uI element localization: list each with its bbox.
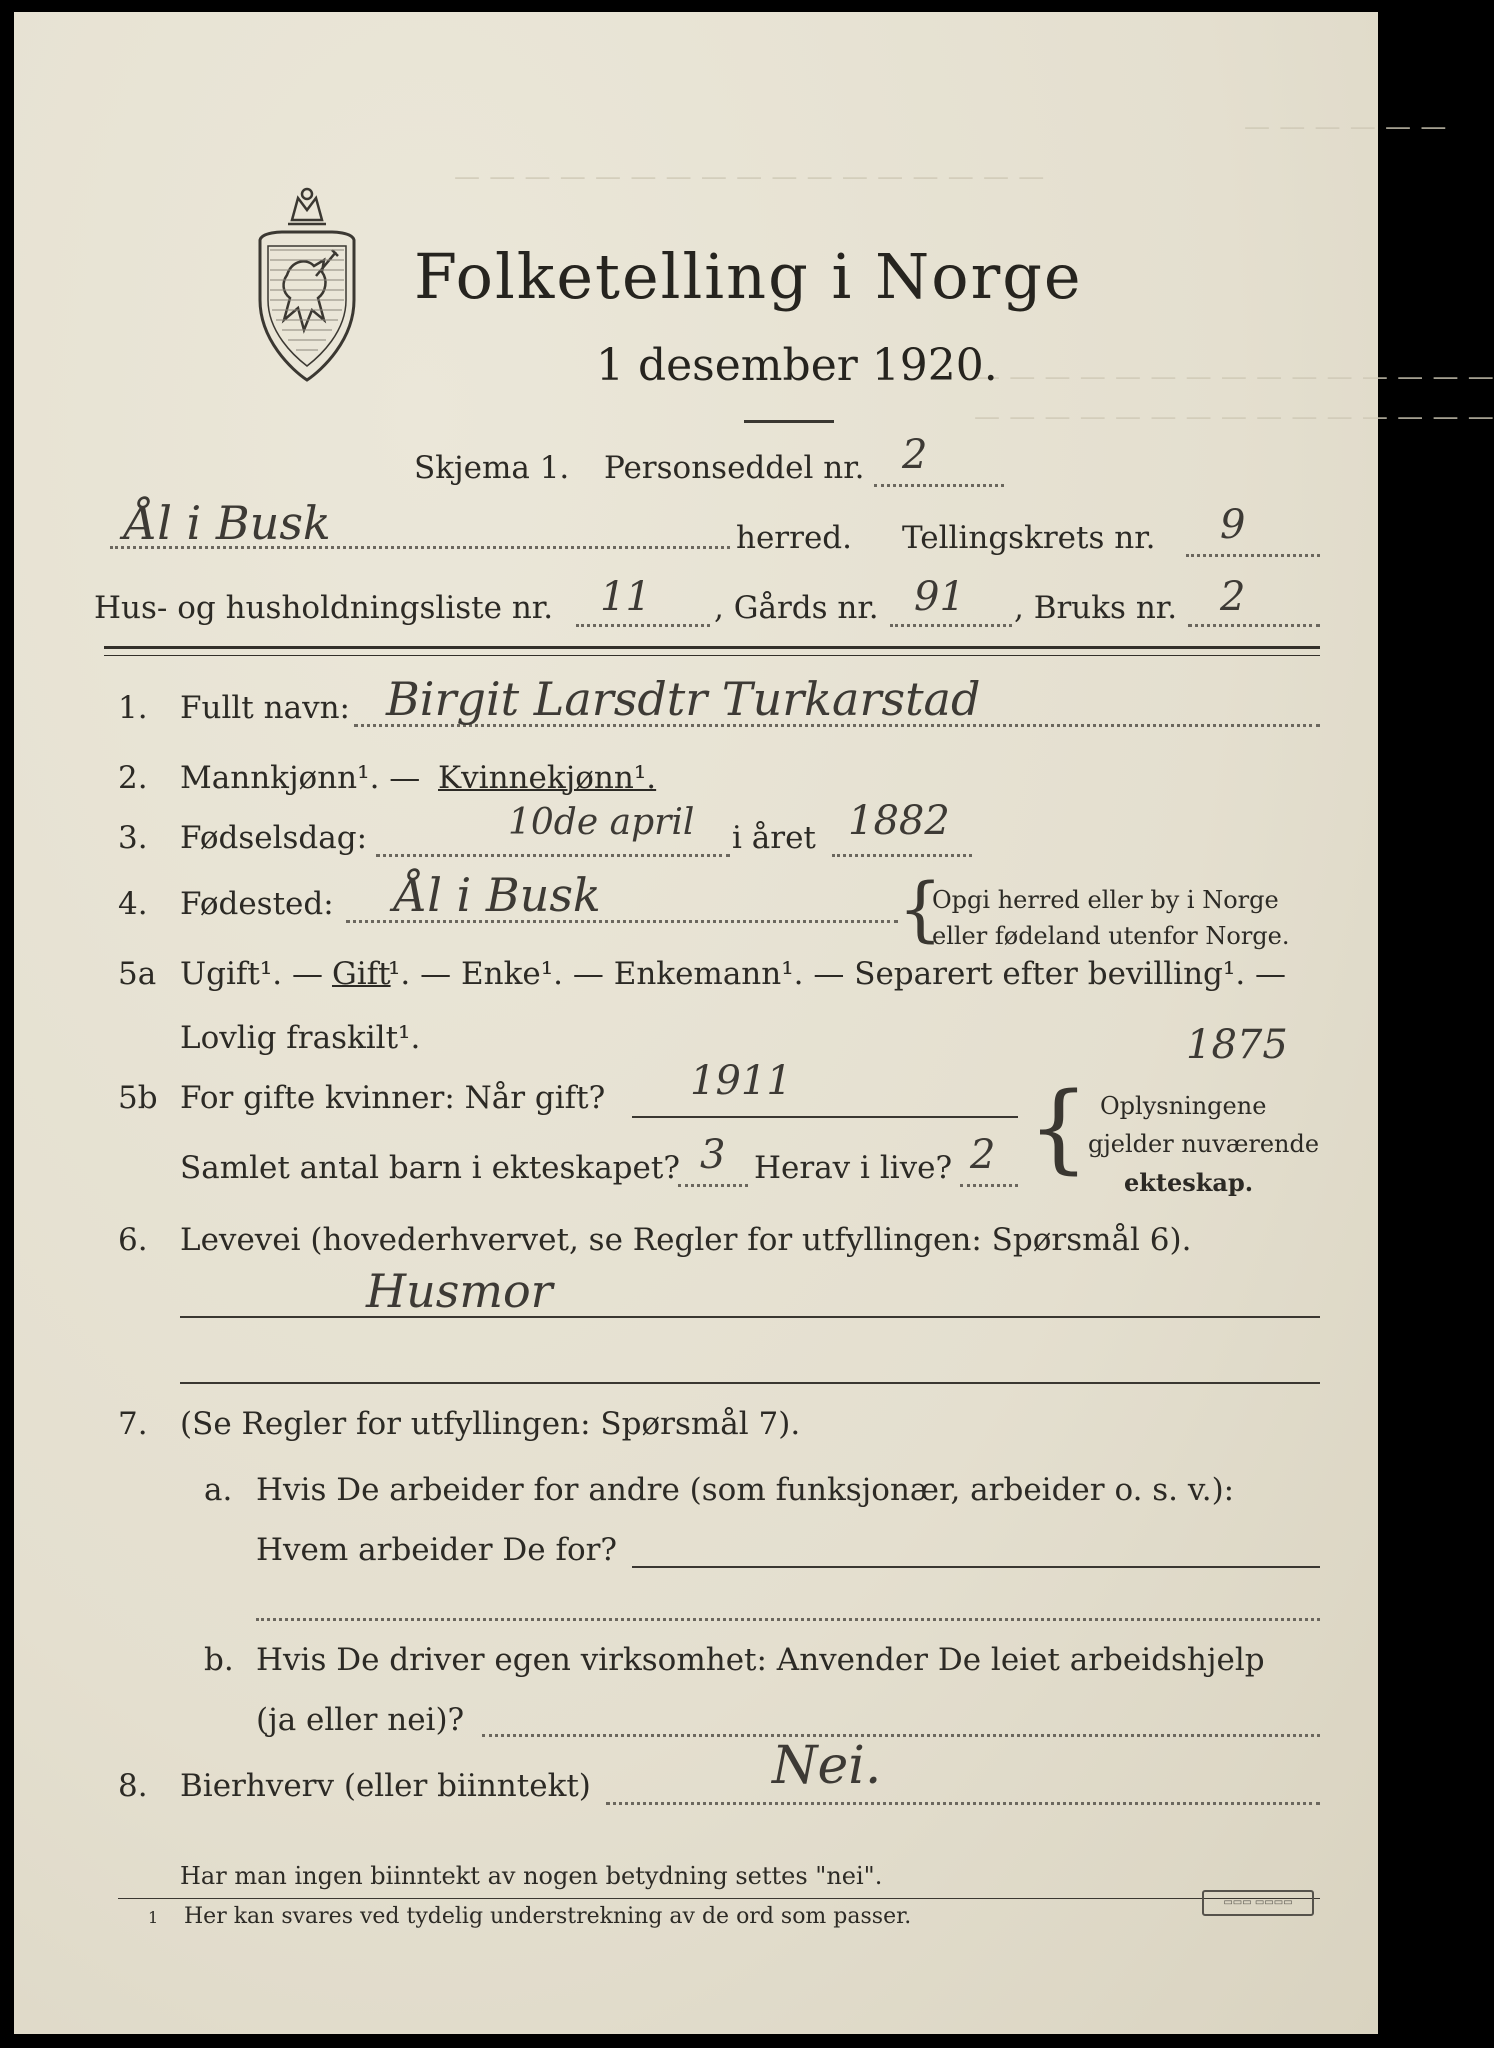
footer-note: Har man ingen biinntekt av nogen betydning settes "nei". bbox=[180, 1862, 883, 1890]
q5b-note-line-1: Oplysningene bbox=[1100, 1092, 1267, 1120]
q3-number: 3. bbox=[118, 820, 148, 856]
bruks-label: , Bruks nr. bbox=[1014, 590, 1178, 626]
coat-of-arms-icon bbox=[252, 180, 362, 390]
q6-label: Levevei (hovederhvervet, se Regler for utfyllingen: Spørsmål 6). bbox=[180, 1222, 1192, 1258]
hus-value: 11 bbox=[600, 574, 651, 620]
footnote-mark: 1 bbox=[148, 1908, 159, 1927]
gards-value: 91 bbox=[914, 574, 965, 620]
q4-birthplace-value: Ål i Busk bbox=[394, 868, 601, 922]
q7b-letter: b. bbox=[204, 1642, 234, 1678]
bleed-through-text: — — — — — — — — — — — — — — — bbox=[974, 362, 1494, 392]
q5a-lovlig-fraskilt-option: Lovlig fraskilt¹. bbox=[180, 1020, 421, 1056]
q7-label: (Se Regler for utfyllingen: Spørsmål 7). bbox=[180, 1406, 801, 1442]
q4-note-line-1: Opgi herred eller by i Norge bbox=[932, 886, 1279, 914]
tellingskrets-label: Tellingskrets nr. bbox=[902, 520, 1156, 556]
q5b-children-dotted-line bbox=[678, 1184, 748, 1187]
q7b-dotted-line bbox=[482, 1734, 1320, 1737]
schema-label: Skjema 1. bbox=[414, 450, 570, 486]
q7b-yes-no-label: (ja eller nei)? bbox=[256, 1702, 465, 1738]
personseddel-label: Personseddel nr. bbox=[604, 450, 865, 486]
q1-number: 1. bbox=[118, 690, 148, 726]
q2-number: 2. bbox=[118, 760, 148, 796]
q2-male-option: Mannkjønn¹. — bbox=[180, 760, 421, 796]
tellingskrets-dotted-line bbox=[1186, 554, 1320, 557]
q4-note-line-2: eller fødeland utenfor Norge. bbox=[932, 922, 1290, 950]
q3-label: Fødselsdag: bbox=[180, 820, 368, 856]
q5b-alive-label: Herav i live? bbox=[754, 1150, 953, 1186]
form-title: Folketelling i Norge bbox=[414, 240, 1083, 313]
q5a-other-options: ¹. — Enke¹. — Enkemann¹. — Separert efter bevilling¹. — bbox=[388, 956, 1287, 992]
q6-answer-line-1 bbox=[180, 1316, 1320, 1318]
q1-label: Fullt navn: bbox=[180, 690, 350, 726]
q8-dotted-line bbox=[606, 1802, 1320, 1805]
q5b-number: 5b bbox=[118, 1080, 158, 1116]
q5b-married-label: For gifte kvinner: Når gift? bbox=[180, 1080, 606, 1116]
q4-label: Fødested: bbox=[180, 886, 334, 922]
printer-stamp-icon: ▭▭▭ ▭▭▭▭ bbox=[1202, 1890, 1314, 1916]
q7a-extra-dotted-line bbox=[256, 1618, 1320, 1621]
q7-number: 7. bbox=[118, 1406, 148, 1442]
bleed-through-text: — — — — — — — — — — — — — — — bbox=[974, 402, 1494, 432]
q5b-note-brace: { bbox=[1028, 1072, 1090, 1184]
q5b-married-value: 1911 bbox=[690, 1058, 792, 1104]
q6-number: 6. bbox=[118, 1222, 148, 1258]
q4-number: 4. bbox=[118, 886, 148, 922]
hus-dotted-line bbox=[576, 624, 710, 627]
q3-year-value: 1882 bbox=[848, 798, 950, 844]
tellingskrets-value: 9 bbox=[1220, 502, 1246, 548]
q5b-alive-dotted-line bbox=[960, 1184, 1018, 1187]
herred-label: herred. bbox=[736, 520, 852, 556]
q8-label: Bierhverv (eller biinntekt) bbox=[180, 1768, 591, 1804]
census-date: 1 desember 1920. bbox=[596, 340, 998, 391]
q5b-married-line bbox=[632, 1116, 1018, 1118]
q5b-children-value: 3 bbox=[700, 1132, 726, 1178]
bruks-value: 2 bbox=[1220, 574, 1246, 620]
q5b-note-line-2: gjelder nuværende bbox=[1088, 1130, 1320, 1158]
q8-number: 8. bbox=[118, 1768, 148, 1804]
q5a-gift-option-underlined: Gift bbox=[332, 956, 391, 992]
header-double-rule bbox=[104, 646, 1320, 656]
gards-dotted-line bbox=[890, 624, 1012, 627]
q7a-label: Hvis De arbeider for andre (som funksjonær, arbeider o. s. v.): bbox=[256, 1472, 1235, 1508]
q8-secondary-income-value: Nei. bbox=[772, 1736, 882, 1796]
q3-birthday-value: 10de april bbox=[508, 802, 695, 843]
q5b-margin-note: 1875 bbox=[1186, 1022, 1288, 1068]
q7b-label: Hvis De driver egen virksomhet: Anvender De leiet arbeidshjelp bbox=[256, 1642, 1265, 1678]
q5b-alive-value: 2 bbox=[970, 1132, 996, 1178]
herred-value: Ål i Busk bbox=[124, 496, 331, 550]
q5a-number: 5a bbox=[118, 956, 157, 992]
q7a-letter: a. bbox=[204, 1472, 233, 1508]
q6-occupation-value: Husmor bbox=[366, 1264, 553, 1318]
bruks-dotted-line bbox=[1188, 624, 1320, 627]
title-divider bbox=[744, 420, 834, 423]
q6-answer-line-2 bbox=[180, 1382, 1320, 1384]
personseddel-value: 2 bbox=[902, 432, 928, 478]
personseddel-dotted-line bbox=[874, 484, 1004, 487]
gards-label: , Gårds nr. bbox=[714, 590, 879, 626]
q7a-employer-label: Hvem arbeider De for? bbox=[256, 1532, 618, 1568]
bleed-through-text: — — — — — — bbox=[1244, 112, 1447, 142]
footer-rule bbox=[118, 1898, 1320, 1899]
q5b-note-line-3: ekteskap. bbox=[1124, 1168, 1254, 1197]
q7a-employer-line bbox=[632, 1566, 1320, 1568]
bleed-through-text: — — — — — — — — — — — — — — — — — bbox=[454, 162, 1045, 192]
q1-full-name-value: Birgit Larsdtr Turkarstad bbox=[386, 672, 981, 726]
q3-dotted-line bbox=[376, 854, 730, 857]
q2-female-option-underlined: Kvinnekjønn¹. bbox=[438, 760, 657, 796]
q5a-ugift-option: Ugift¹. — bbox=[180, 956, 323, 992]
footnote-text: Her kan svares ved tydelig understrekning av de ord som passer. bbox=[184, 1904, 912, 1929]
census-form-sheet bbox=[14, 12, 1494, 2034]
q5b-children-label: Samlet antal barn i ekteskapet? bbox=[180, 1150, 680, 1186]
q4-note-brace: { bbox=[898, 868, 943, 950]
q3-year-label: i året bbox=[732, 820, 816, 856]
hus-label: Hus- og husholdningsliste nr. bbox=[94, 590, 554, 626]
q3-year-dotted-line bbox=[832, 854, 972, 857]
